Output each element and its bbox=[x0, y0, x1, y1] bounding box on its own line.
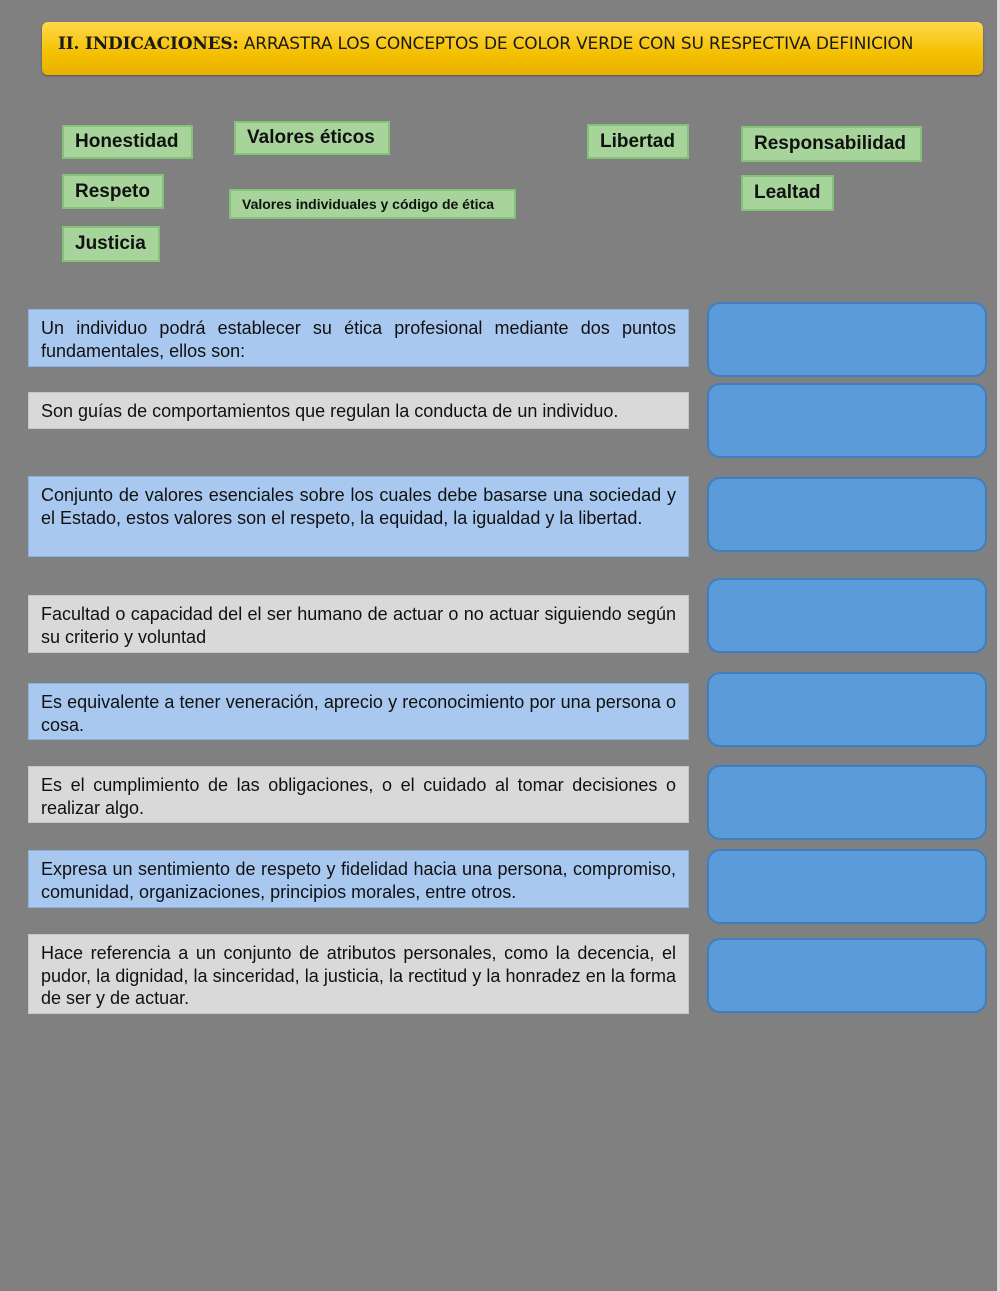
definition-1: Un individuo podrá establecer su ética profesional mediante dos puntos fundamentales, ellos son: bbox=[28, 309, 689, 367]
concept-chip-valores-individuales[interactable]: Valores individuales y código de ética bbox=[229, 189, 516, 219]
drop-zone-7[interactable] bbox=[707, 849, 987, 924]
instructions-banner bbox=[42, 22, 983, 75]
concept-chip-honestidad[interactable]: Honestidad bbox=[62, 125, 193, 159]
drop-zone-1[interactable] bbox=[707, 302, 987, 377]
concept-chip-responsabilidad[interactable]: Responsabilidad bbox=[741, 126, 922, 162]
instructions-label: II. INDICACIONES: bbox=[58, 34, 239, 54]
drop-zone-5[interactable] bbox=[707, 672, 987, 747]
definition-6: Es el cumplimiento de las obligaciones, o el cuidado al tomar decisiones o realizar algo. bbox=[28, 766, 689, 823]
concept-chip-valores-eticos[interactable]: Valores éticos bbox=[234, 121, 390, 155]
definition-4: Facultad o capacidad del el ser humano de actuar o no actuar siguiendo según su criterio y voluntad bbox=[28, 595, 689, 653]
instructions-text: ARRASTRA LOS CONCEPTOS DE COLOR VERDE CON SU RESPECTIVA DEFINICION bbox=[238, 34, 914, 54]
concept-chip-respeto[interactable]: Respeto bbox=[62, 174, 164, 209]
drop-zone-3[interactable] bbox=[707, 477, 987, 552]
concept-chip-lealtad[interactable]: Lealtad bbox=[741, 175, 834, 211]
concept-chip-libertad[interactable]: Libertad bbox=[587, 124, 689, 159]
drop-zone-6[interactable] bbox=[707, 765, 987, 840]
concept-chip-justicia[interactable]: Justicia bbox=[62, 226, 160, 262]
definition-7: Expresa un sentimiento de respeto y fidelidad hacia una persona, compromiso, comunidad, organizaciones, principios morales, entre otros. bbox=[28, 850, 689, 908]
drop-zone-4[interactable] bbox=[707, 578, 987, 653]
drop-zone-2[interactable] bbox=[707, 383, 987, 458]
definition-3: Conjunto de valores esenciales sobre los cuales debe basarse una sociedad y el Estado, estos valores son el respeto, la equidad, la igualdad y la libertad. bbox=[28, 476, 689, 557]
drop-zone-8[interactable] bbox=[707, 938, 987, 1013]
definition-2: Son guías de comportamientos que regulan la conducta de un individuo. bbox=[28, 392, 689, 429]
definition-5: Es equivalente a tener veneración, aprecio y reconocimiento por una persona o cosa. bbox=[28, 683, 689, 740]
definition-8: Hace referencia a un conjunto de atributos personales, como la decencia, el pudor, la dignidad, la sinceridad, la justicia, la rectitud y la honradez en la forma de ser y de actuar. bbox=[28, 934, 689, 1014]
